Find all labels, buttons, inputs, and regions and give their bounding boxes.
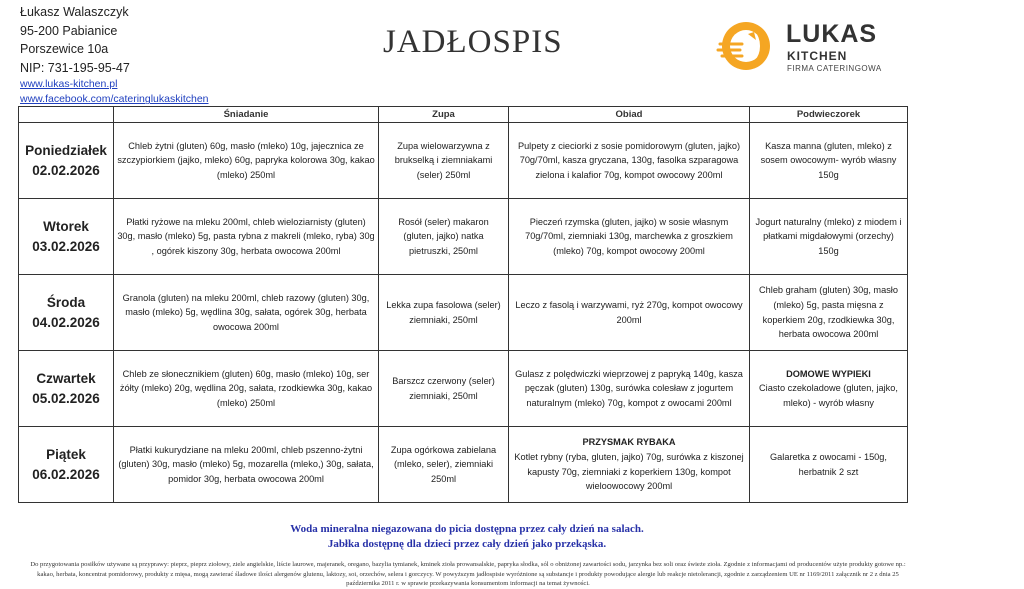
company-info [20,3,209,107]
snack-text: Ciasto czekoladowe (gluten, jajko, mleko) - wyrób własny [759,383,898,408]
company-address-line1: 95-200 Pabianice [20,23,118,38]
table-row [19,123,908,199]
day-name: Wtorek [43,218,89,234]
facebook-link[interactable]: www.facebook.com/cateringlukaskitchen [20,93,209,106]
day-name: Poniedziałek [25,142,107,158]
logo-tagline: FIRMA CATERINGOWA [787,64,882,73]
dinner-title: PRZYSMAK RYBAKA [582,437,676,448]
company-name: Łukasz Walaszczyk [20,5,129,19]
soup-cell: Zupa wielowarzywna z brukselką i ziemniakami (seler) 250ml [379,123,509,199]
website-link[interactable]: www.lukas-kitchen.pl [20,78,118,91]
day-cell [19,275,114,351]
logo-brand: LUKAS [786,20,878,48]
breakfast-cell: Chleb ze słonecznikiem (gluten) 60g, masło (mleko) 10g, ser żółty (mleko) 20g, wędlina 20g, sałata, rzodkiewka 30g, kakao (mleko) 250ml [114,351,379,427]
table-row [19,351,908,427]
soup-cell: Zupa ogórkowa zabielana (mleko, seler), ziemniaki 250ml [379,427,509,503]
breakfast-cell: Granola (gluten) na mleku 200ml, chleb razowy (gluten) 30g, masło (mleko) 5g, wędlina 30g, sałata, ogórek 30g, herbata owocowa 200ml [114,275,379,351]
footer-apple-note: Jabłka dostępnę dla dzieci przez cały dzień jako przekąska. [327,538,607,550]
day-date: 02.02.2026 [32,162,100,178]
soup-cell: Rosół (seler) makaron (gluten, jajko) natka pietruszki, 250ml [379,199,509,275]
dinner-cell: Gulasz z polędwiczki wieprzowej z papryką 140g, kasza pęczak (gluten) 130g, surówka colesław z jogurtem naturalnym (mleko) 70g, kompot z owocami 200ml [509,351,750,427]
table-row [19,275,908,351]
dinner-cell: Leczo z fasolą i warzywami, ryż 270g, kompot owocowy 200ml [509,275,750,351]
menu-table [18,106,908,503]
table-row [19,199,908,275]
day-date: 04.02.2026 [32,314,100,330]
snack-cell: Kasza manna (gluten, mleko) z sosem owocowym- wyrób własny 150g [750,123,908,199]
snack-cell: Jogurt naturalny (mleko) z miodem i płatkami migdałowymi (orzechy) 150g [750,199,908,275]
footer-info [0,522,934,552]
soup-cell: Barszcz czerwony (seler) ziemniaki, 250ml [379,351,509,427]
menu-header-row [19,107,908,123]
company-address-line2: Porszewice 10a [20,42,109,57]
dinner-cell [509,427,750,503]
day-name: Środa [46,294,86,310]
day-cell [19,427,114,503]
company-nip: NIP: 731-195-95-47 [20,60,130,75]
table-row [19,427,908,503]
header-dinner: Obiad [509,107,750,123]
allergen-footnote: Do przygotowania posiłków używane są przyprawy: pieprz, pieprz ziołowy, ziele angielskie, liście laurowe, majeranek, oregano, bazylia tymianek, kminek zioła prowansalskie, papryka słodka, sól o obniżonej zawartości sodu, jarzynka bez soli oraz świeże zioła. Zgodnie z informacjami od producentów użyte produkty gotowe np.: kakao, herbata, koncentrat pomidorowy, produkty z mięsa, mogą zawierać śladowe ilości alergenów glutenu, laktozy, soi, orzechów, selera i gorczycy. W powyższym jadłospisie wyróżnione są substancje i produkty powodujące alergie lub reakcje nietolerancji, zgodnie z zarządzeniem UE nr 1169/2011 załącznik nr 2 z dnia 25 października 2011 r. w sprawie przekazywania konsumentom informacji na temat żywności. [30,561,906,587]
soup-cell: Lekka zupa fasolowa (seler) ziemniaki, 250ml [379,275,509,351]
dinner-text: Kotlet rybny (ryba, gluten, jajko) 70g, surówka z kiszonej kapusty 70g, ziemniaki z koperkiem 130g, kompot wieloowocowy 200ml [514,451,744,492]
day-date: 03.02.2026 [32,238,100,254]
page-title: JADŁOSPIS [383,24,563,60]
day-name: Czwartek [36,370,96,386]
day-cell [19,351,114,427]
header-soup: Zupa [379,107,509,123]
dinner-cell: Pulpety z cieciorki z sosie pomidorowym (gluten, jajko) 70g/70ml, kasza gryczana, 130g, fasolka szparagowa zielona i kalafior 70g, kompot owocowy 200ml [509,123,750,199]
day-cell [19,199,114,275]
header-snack: Podwieczorek [750,107,908,123]
dinner-cell: Pieczeń rzymska (gluten, jajko) w sosie własnym 70g/70ml, ziemniaki 130g, marchewka z groszkiem (mleko) 70g, kompot owocowy 200ml [509,199,750,275]
day-cell [19,123,114,199]
header-day [19,107,114,123]
day-name: Piątek [46,446,86,462]
breakfast-cell: Płatki kukurydziane na mleku 200ml, chleb pszenno-żytni (gluten) 30g, masło (mleko) 5g, mozarella (mleko,) 30g, sałata, pomidor 30g, herbata owocowa 200ml [114,427,379,503]
snack-cell: Galaretka z owocami - 150g, herbatnik 2 szt [750,427,908,503]
snack-title: DOMOWE WYPIEKI [786,368,871,379]
logo-sub: KITCHEN [787,49,848,63]
day-date: 06.02.2026 [32,466,100,482]
header-breakfast: Śniadanie [114,107,379,123]
footer-water-note: Woda mineralna niegazowana do picia dostępna przez cały dzień na salach. [290,523,644,535]
snack-cell [750,351,908,427]
snack-cell: Chleb graham (gluten) 30g, masło (mleko) 5g, pasta mięsna z koperkiem 20g, rzodkiewka 30g, herbata owocowa 200ml [750,275,908,351]
day-date: 05.02.2026 [32,390,100,406]
breakfast-cell: Płatki ryżowe na mleku 200ml, chleb wieloziarnisty (gluten) 30g, masło (mleko) 5g, pasta rybna z makreli (mleko, ryba) 30g , ogórek kiszony 30g, herbata owocowa 200ml [114,199,379,275]
breakfast-cell: Chleb żytni (gluten) 60g, masło (mleko) 10g, jajecznica ze szczypiorkiem (jajko, mleko) 60g, papryka kolorowa 30g, kakao (mleko) 250ml [114,123,379,199]
